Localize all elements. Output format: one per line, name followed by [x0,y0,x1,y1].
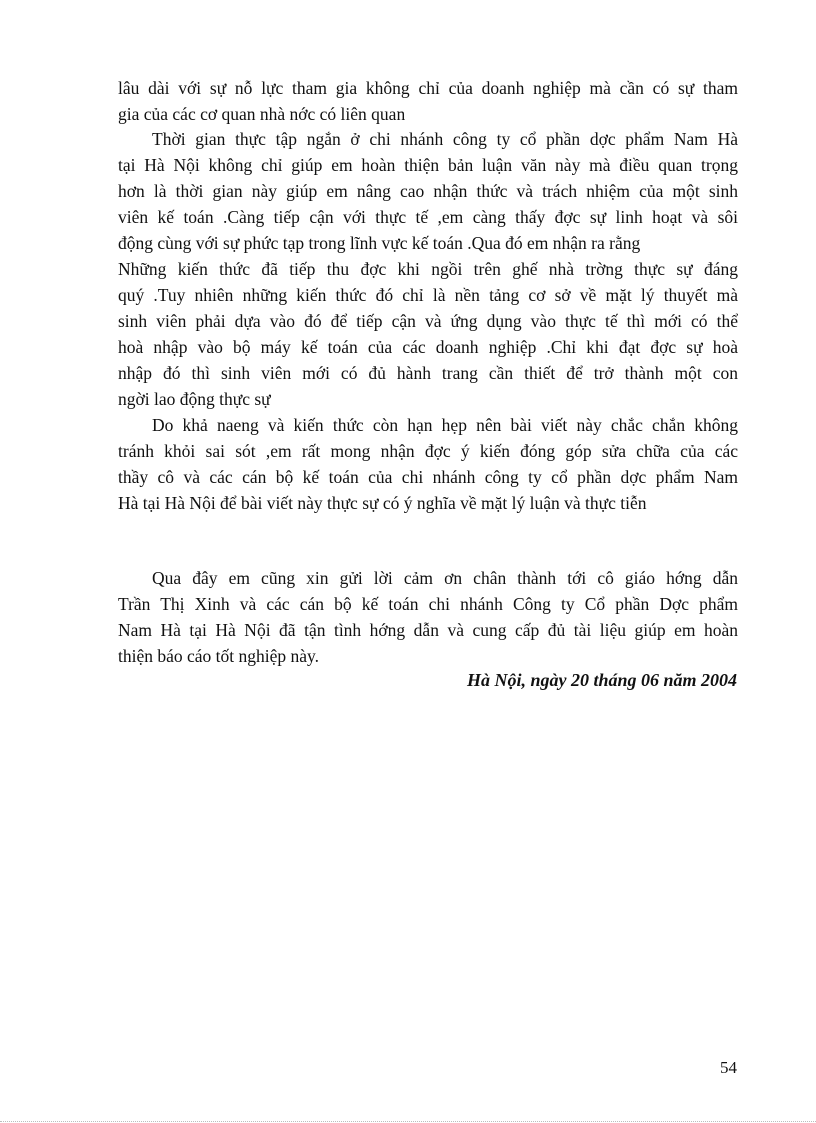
paragraph-3-line-3: sinh viên phải dựa vào đó để tiếp cận và ứng dụng vào thực tế thì mới có thể [118,311,738,331]
paragraph-2-line-5: động cùng với sự phức tạp trong lĩnh vực kế toán .Qua đó em nhận ra rằng [118,233,641,253]
paragraph-3-line-6: ngời lao động thực sự [118,389,271,409]
paragraph-4-line-3: thầy cô và các cán bộ kế toán của chi nhánh công ty cổ phần dợc phẩm Nam [118,467,738,487]
paragraph-3-line-4: hoà nhập vào bộ máy kế toán của các doanh nghiệp .Chỉ khi đạt đợc sự hoà [118,337,738,357]
paragraph-5-line-2: Trần Thị Xinh và các cán bộ kế toán chi nhánh Công ty Cổ phần Dợc phẩm [118,594,738,614]
paragraph-3-line-2: quý .Tuy nhiên những kiến thức đó chỉ là nền tảng cơ sở về mặt lý thuyết mà [118,285,738,305]
paragraph-4-line-4: Hà tại Hà Nội để bài viết này thực sự có ý nghĩa về mặt lý luận và thực tiễn [118,493,647,513]
page-bottom-divider [0,1121,816,1122]
paragraph-5-line-4: thiện báo cáo tốt nghiệp này. [118,646,320,666]
paragraph-3-line-1: Những kiến thức đã tiếp thu đợc khi ngồi trên ghế nhà trờng thực sự đáng [118,259,738,279]
paragraph-2-line-1: Thời gian thực tập ngắn ở chi nhánh công ty cổ phần dợc phẩm Nam Hà [152,129,738,149]
paragraph-4-line-2: tránh khỏi sai sót ,em rất mong nhận đợc ý kiến đóng góp sửa chữa của các [118,441,738,461]
paragraph-2-line-2: tại Hà Nội không chỉ giúp em hoàn thiện bản luận văn này mà điều quan trọng [118,155,738,175]
paragraph-3-line-5: nhập đó thì sinh viên mới có đủ hành trang cần thiết để trở thành một con [118,363,738,383]
paragraph-2-line-3: hơn là thời gian này giúp em nâng cao nhận thức và trách nhiệm của một sinh [118,181,738,201]
paragraph-5-line-3: Nam Hà tại Hà Nội đã tận tình hớng dẫn và cung cấp đủ tài liệu giúp em hoàn [118,620,738,640]
paragraph-4-line-1: Do khả naeng và kiến thức còn hạn hẹp nên bài viết này chắc chắn không [152,415,738,435]
paragraph-2-line-4: viên kế toán .Càng tiếp cận với thực tế ,em càng thấy đợc sự linh hoạt và sôi [118,207,738,227]
paragraph-1-line-1: lâu dài với sự nỗ lực tham gia không chỉ của doanh nghiệp mà cần có sự tham [118,78,738,98]
paragraph-5-line-1: Qua đây em cũng xin gửi lời cảm ơn chân thành tới cô giáo hớng dẫn [152,568,738,588]
signature-date: Hà Nội, ngày 20 tháng 06 năm 2004 [466,670,737,690]
page-number: 54 [720,1058,737,1077]
paragraph-1-line-2: gia của các cơ quan nhà nớc có liên quan [118,104,406,124]
